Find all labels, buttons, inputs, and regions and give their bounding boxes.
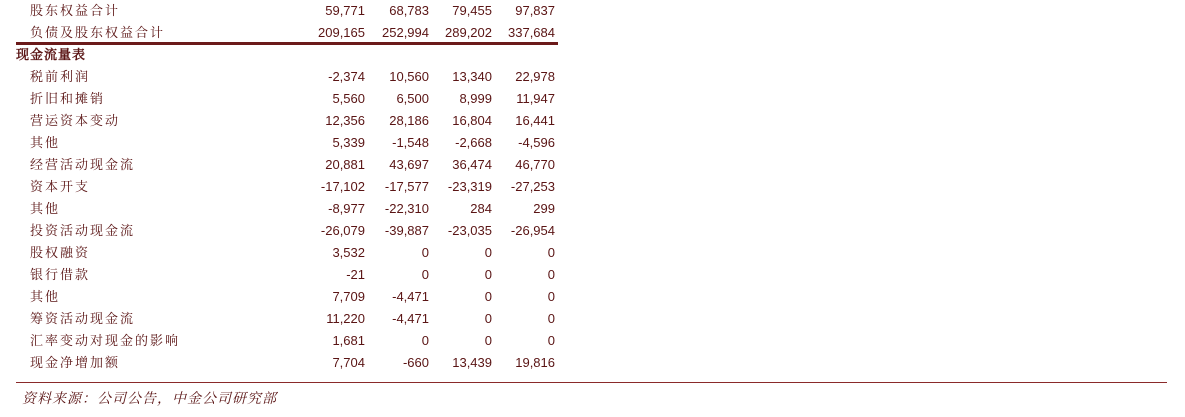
row-value: 209,165 xyxy=(318,25,365,40)
table-row xyxy=(16,132,558,154)
row-value: 16,441 xyxy=(515,113,555,128)
row-label: 银行借款 xyxy=(30,267,91,282)
row-label: 筹资活动现金流 xyxy=(30,311,136,326)
row-value: 0 xyxy=(547,245,555,260)
row-value: 0 xyxy=(484,245,492,260)
row-value: 299 xyxy=(533,201,555,216)
row-value: 289,202 xyxy=(445,25,492,40)
table-row xyxy=(16,308,558,330)
row-value: 36,474 xyxy=(452,157,492,172)
row-value: 7,704 xyxy=(332,355,365,370)
row-value: 0 xyxy=(421,267,429,282)
table-row xyxy=(16,88,558,110)
row-value: -4,471 xyxy=(392,311,429,326)
row-value: -1,548 xyxy=(392,135,429,150)
section-divider xyxy=(16,42,558,45)
table-row xyxy=(16,176,558,198)
row-value: 68,783 xyxy=(389,3,429,18)
row-value: 1,681 xyxy=(332,333,365,348)
row-value: 97,837 xyxy=(515,3,555,18)
row-value: 5,560 xyxy=(332,91,365,106)
row-value: 7,709 xyxy=(332,289,365,304)
row-value: -27,253 xyxy=(510,179,555,194)
row-value: 0 xyxy=(421,333,429,348)
row-label: 资本开支 xyxy=(30,179,91,194)
row-label: 其他 xyxy=(30,135,61,150)
row-value: -8,977 xyxy=(328,201,365,216)
row-value: 22,978 xyxy=(515,69,555,84)
row-label: 汇率变动对现金的影响 xyxy=(30,333,181,348)
row-value: -4,471 xyxy=(392,289,429,304)
row-value: 0 xyxy=(547,333,555,348)
row-value: 0 xyxy=(484,267,492,282)
row-value: 8,999 xyxy=(459,91,492,106)
row-value: 12,356 xyxy=(325,113,365,128)
row-value: -39,887 xyxy=(384,223,429,238)
row-value: 46,770 xyxy=(515,157,555,172)
row-value: 13,340 xyxy=(452,69,492,84)
row-label: 现金净增加额 xyxy=(30,355,121,370)
row-label: 其他 xyxy=(30,201,61,216)
table-row xyxy=(16,22,558,44)
table-row xyxy=(16,66,558,88)
row-value: 11,220 xyxy=(326,311,365,326)
table-row xyxy=(16,330,558,352)
row-value: -17,577 xyxy=(384,179,429,194)
row-label: 经营活动现金流 xyxy=(30,157,136,172)
row-label: 投资活动现金流 xyxy=(30,223,136,238)
row-value: 19,816 xyxy=(515,355,555,370)
row-value: -17,102 xyxy=(320,179,365,194)
row-value: -4,596 xyxy=(518,135,555,150)
row-label: 负债及股东权益合计 xyxy=(30,25,166,40)
row-label: 其他 xyxy=(30,289,61,304)
table-row xyxy=(16,110,558,132)
row-value: 0 xyxy=(421,245,429,260)
row-value: 3,532 xyxy=(332,245,365,260)
row-label: 股东权益合计 xyxy=(30,3,121,18)
row-value: 13,439 xyxy=(452,355,492,370)
table-row xyxy=(16,264,558,286)
row-label: 股权融资 xyxy=(30,245,91,260)
row-label: 折旧和摊销 xyxy=(30,91,106,106)
row-value: -660 xyxy=(402,355,429,370)
row-value: 28,186 xyxy=(389,113,429,128)
table-row xyxy=(16,242,558,264)
table-row xyxy=(16,0,558,22)
row-value: 0 xyxy=(547,289,555,304)
table-row xyxy=(16,220,558,242)
row-value: 284 xyxy=(470,201,492,216)
row-value: -23,319 xyxy=(447,179,492,194)
table-row xyxy=(16,286,558,308)
row-value: 20,881 xyxy=(325,157,365,172)
source-note: 资料来源：公司公告，中金公司研究部 xyxy=(22,391,277,407)
section-title: 现金流量表 xyxy=(16,47,87,62)
row-value: 11,947 xyxy=(516,91,555,106)
row-value: -2,374 xyxy=(328,69,365,84)
table-row xyxy=(16,154,558,176)
row-value: -23,035 xyxy=(447,223,492,238)
row-value: 6,500 xyxy=(396,91,429,106)
row-value: 16,804 xyxy=(452,113,492,128)
row-value: 337,684 xyxy=(508,25,555,40)
row-value: 0 xyxy=(547,267,555,282)
row-value: -26,079 xyxy=(320,223,365,238)
row-value: 10,560 xyxy=(389,69,429,84)
table-row xyxy=(16,198,558,220)
row-label: 税前利润 xyxy=(30,69,91,84)
row-value: 0 xyxy=(484,289,492,304)
section-header xyxy=(16,44,558,66)
row-value: -2,668 xyxy=(455,135,492,150)
row-label: 营运资本变动 xyxy=(30,113,121,128)
row-value: 79,455 xyxy=(452,3,492,18)
row-value: 0 xyxy=(484,311,492,326)
row-value: -26,954 xyxy=(510,223,555,238)
row-value: 59,771 xyxy=(325,3,365,18)
row-value: 0 xyxy=(484,333,492,348)
row-value: 43,697 xyxy=(389,157,429,172)
row-value: -22,310 xyxy=(384,201,429,216)
row-value: 252,994 xyxy=(382,25,429,40)
row-value: -21 xyxy=(346,267,365,282)
table-row xyxy=(16,352,558,374)
financial-table xyxy=(16,0,558,374)
footer-divider xyxy=(16,382,1167,383)
row-value: 0 xyxy=(547,311,555,326)
row-value: 5,339 xyxy=(332,135,365,150)
